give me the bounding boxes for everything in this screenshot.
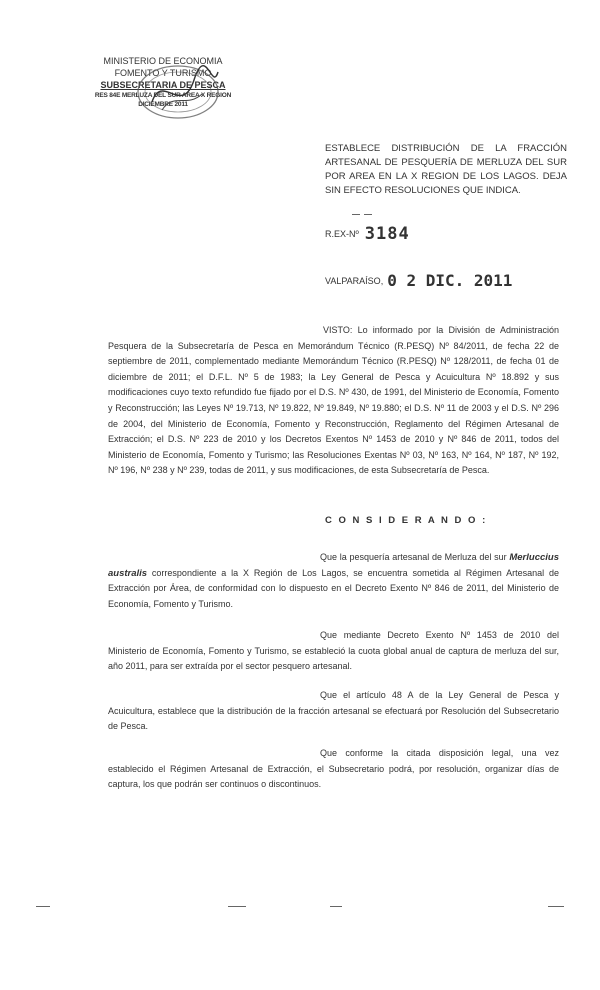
document-reference: RES 84E MERLUZA DEL SUR AREA X REGION xyxy=(94,92,232,99)
official-stamp-icon xyxy=(132,62,224,124)
ministry-subname: FOMENTO Y TURISMO xyxy=(114,68,212,78)
resolution-label: R.EX-Nº xyxy=(325,229,359,239)
scan-mark xyxy=(548,906,564,907)
considerando-1-text: Que la pesquería artesanal de Merluza del sur xyxy=(320,552,510,562)
subsecretaria-name: SUBSECRETARIA DE PESCA xyxy=(100,80,226,90)
date-line xyxy=(325,271,512,290)
resolution-number: 3184 xyxy=(364,224,410,244)
resolution-number-line xyxy=(325,224,410,244)
date-stamp: 0 2 DIC. 2011 xyxy=(387,271,513,290)
considerando-1-text-cont: correspondiente a la X Región de Los Lagos, se encuentra sometida al Régimen Artesanal de Extracción por Área, de conformidad con lo dispuesto en el Decreto Exento Nº 846 de 2011, del Ministerio de Economía, Fomento y Turismo. xyxy=(108,567,559,609)
document-month: DICIEMBRE 2011 xyxy=(138,101,188,108)
species-name: Merluccius australis xyxy=(108,552,559,579)
scan-mark xyxy=(330,906,342,907)
scan-mark xyxy=(228,906,246,907)
considerando-paragraph-1 xyxy=(108,550,559,612)
considerando-paragraph-4: Que conforme la citada disposición legal, una vez establecido el Régimen Artesanal de Extracción, el Subsecretario podrá, por resolución, organizar días de captura, los que podrán ser continuos o discontinuos. xyxy=(108,748,559,790)
considerando-paragraph-3: Que el artículo 48 A de la Ley General de Pesca y Acuicultura, establece que la distribución de la fracción artesanal se efectuará por Resolución del Subsecretario de Pesca. xyxy=(108,690,559,732)
divider xyxy=(364,214,372,215)
considerando-paragraph-2: Que mediante Decreto Exento Nº 1453 de 2010 del Ministerio de Economía, Fomento y Turismo, se estableció la cuota global anual de captura de merluza del sur, año 2011, para ser extraída por el sector pesquero artesanal. xyxy=(108,630,559,672)
scan-mark xyxy=(36,906,50,907)
ministry-name: MINISTERIO DE ECONOMIA xyxy=(103,56,223,66)
date-place: VALPARAÍSO, xyxy=(325,276,384,286)
resolution-subject: ESTABLECE DISTRIBUCIÓN DE LA FRACCIÓN ARTESANAL DE PESQUERÍA DE MERLUZA DEL SUR POR AREA EN LA X REGION DE LOS LAGOS. DEJA SIN EFECTO RESOLUCIONES QUE INDICA. xyxy=(325,143,567,196)
divider xyxy=(352,214,360,215)
considerando-heading: C O N S I D E R A N D O : xyxy=(325,515,488,526)
visto-paragraph: VISTO: Lo informado por la División de Administración Pesquera de la Subsecretaría de Pesca en Memorándum Técnico (R.PESQ) Nº 84/2011, de fecha 22 de septiembre de 2011, complementado mediante Memorándum Técnico (R.PESQ) Nº 128/2011, de fecha 01 de diciembre de 2011; el D.F.L. Nº 5 de 1983; la Ley General de Pesca y Acuicultura Nº 18.892 y sus modificaciones cuyo texto refundido fue fijado por el D.S. Nº 430, de 1991, del Ministerio de Economía, Fomento y Reconstrucción; las Leyes Nº 19.713, Nº 19.822, Nº 19.849, Nº 19.880; el D.S. Nº 11 de 2003 y el D.S. Nº 296 de 2004, del Ministerio de Economía, Fomento y Reconstrucción, Reglamento del Régimen Artesanal de Extracción; el D.S. Nº 223 de 2010 y los Decretos Exentos Nº 1453 de 2010 y Nº 846 de 2011, todos del Ministerio de Economía, Fomento y Turismo; las Resoluciones Exentas Nº 03, Nº 163, Nº 164, Nº 187, Nº 192, Nº 196, Nº 238 y Nº 239, todas de 2011, y sus modificaciones, de esta Subsecretaría de Pesca. xyxy=(108,325,559,476)
